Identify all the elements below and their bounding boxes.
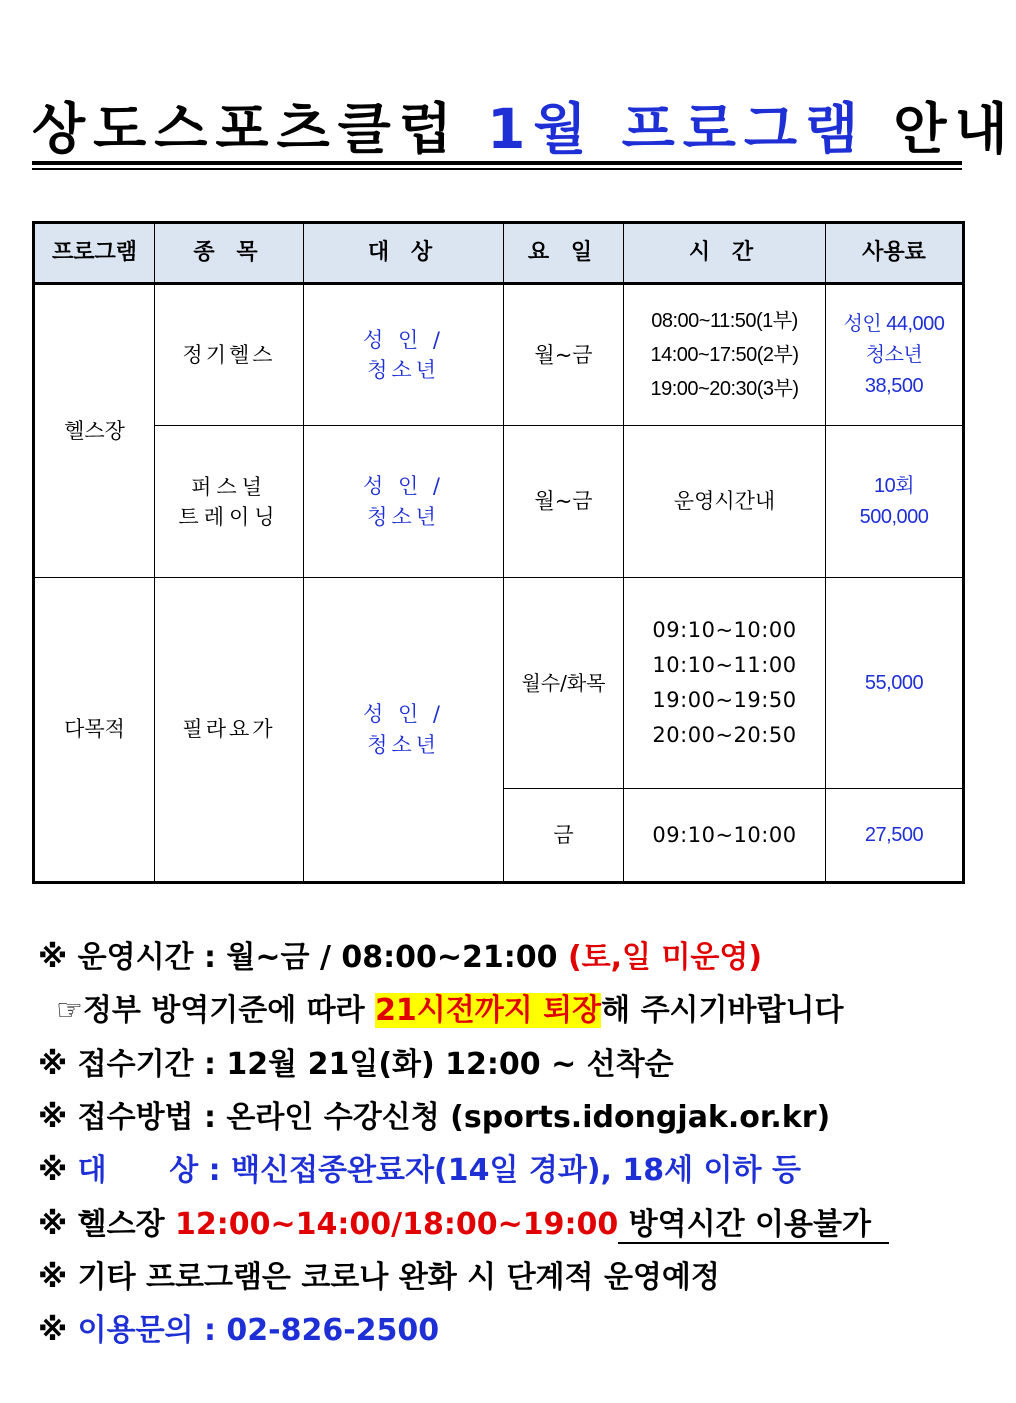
title-underline-thick: [32, 161, 962, 165]
table-row: [34, 578, 964, 789]
fee-cell: 27,500: [826, 789, 964, 883]
title-club-name: 상도스포츠클럽: [32, 97, 460, 161]
item-pilates-yoga: 필라요가: [155, 578, 304, 883]
note-registration-method: ※ 접수방법 : 온라인 수강신청 (sports.idongjak.or.kr): [38, 1100, 831, 1135]
time-cell: 운영시간내: [624, 426, 826, 578]
note-operating-hours: ※ 운영시간 : 월~금 / 08:00~21:00 (토,일 미운영): [38, 940, 763, 975]
time-cell: 09:10~10:00: [624, 789, 826, 883]
item-personal-training: 퍼스널 트레이닝: [155, 426, 304, 578]
fee-cell: 성인 44,000 청소년 38,500: [826, 284, 964, 426]
fee-cell: 10회 500,000: [826, 426, 964, 578]
header-target: 대 상: [304, 223, 504, 284]
page-title: [32, 97, 1016, 161]
program-multipurpose: 다목적: [34, 578, 155, 883]
header-time: 시 간: [624, 223, 826, 284]
title-guide: 안내: [893, 97, 1016, 161]
days-cell: 월~금: [504, 284, 624, 426]
table-row: [34, 426, 964, 578]
time-cell: 08:00~11:50(1부) 14:00~17:50(2부) 19:00~20:30(3부): [624, 284, 826, 426]
program-table: [32, 221, 965, 884]
header-days: 요 일: [504, 223, 624, 284]
note-target: ※ 대 상 : 백신접종완료자(14일 경과), 18세 이하 등: [38, 1153, 801, 1188]
item-regular-health: 정기헬스: [155, 284, 304, 426]
target-cell: 성 인 / 청소년: [304, 578, 504, 883]
time-cell: 09:10~10:00 10:10~11:00 19:00~19:50 20:00~20:50: [624, 578, 826, 789]
table-header-row: [34, 223, 964, 284]
note-registration-period: ※ 접수기간 : 12월 21일(화) 12:00 ~ 선착순: [38, 1047, 674, 1082]
target-cell: 성 인 / 청소년: [304, 284, 504, 426]
fee-cell: 55,000: [826, 578, 964, 789]
title-underline-thin: [32, 168, 962, 170]
header-fee: 사용료: [826, 223, 964, 284]
target-cell: 성 인 / 청소년: [304, 426, 504, 578]
note-other-programs: ※ 기타 프로그램은 코로나 완화 시 단계적 운영예정: [38, 1260, 720, 1295]
days-cell: 월~금: [504, 426, 624, 578]
note-inquiry: ※ 이용문의 : 02-826-2500: [38, 1313, 440, 1348]
title-month-program: 1월 프로그램: [487, 97, 867, 161]
note-exit-guideline: ☞정부 방역기준에 따라 21시전까지 퇴장해 주시기바랍니다: [56, 993, 844, 1028]
table-row: [34, 284, 964, 426]
days-cell: 금: [504, 789, 624, 883]
header-program: 프로그램: [34, 223, 155, 284]
header-item: 종 목: [155, 223, 304, 284]
program-health: 헬스장: [34, 284, 155, 578]
days-cell: 월수/화목: [504, 578, 624, 789]
note-quarantine-hours: ※ 헬스장 12:00~14:00/18:00~19:00 방역시간 이용불가: [38, 1205, 889, 1245]
